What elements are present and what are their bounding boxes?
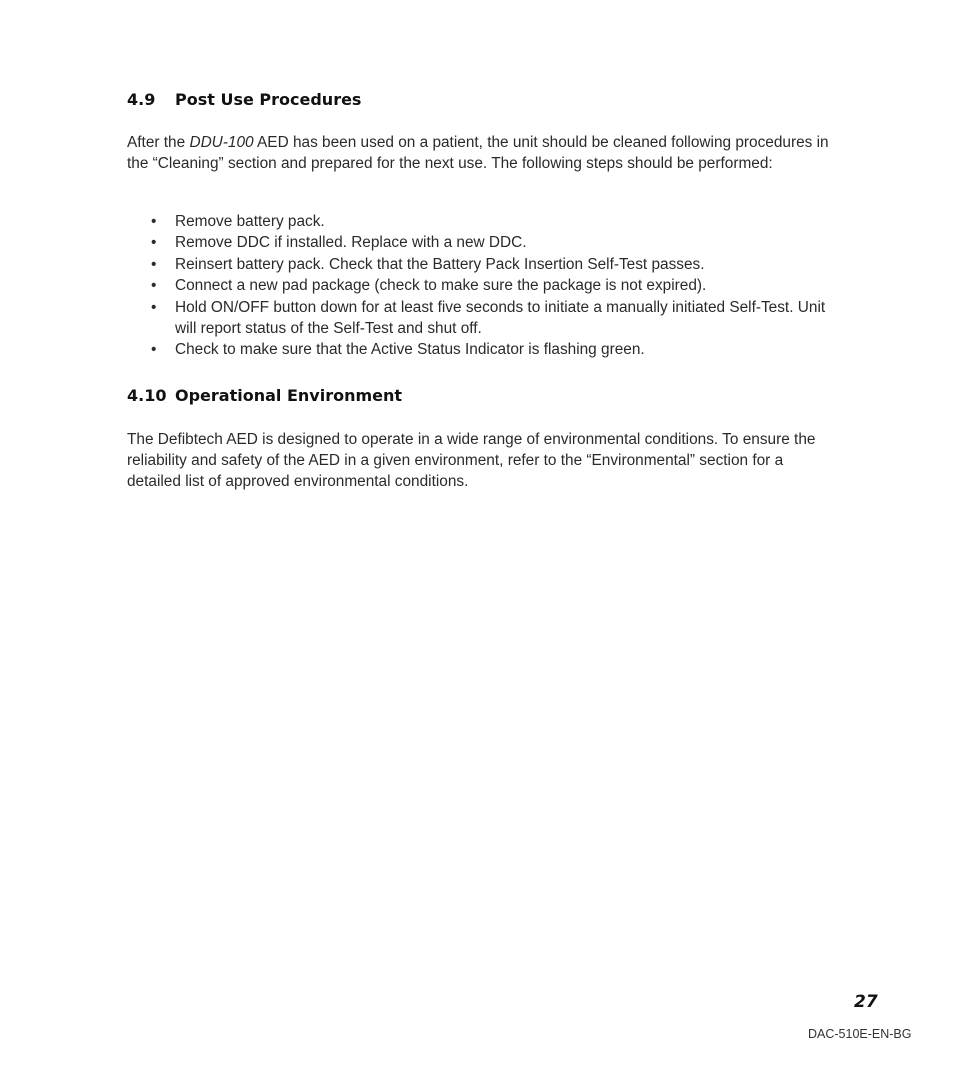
bullet-icon: •	[151, 277, 157, 295]
section-intro-paragraph	[127, 132, 832, 174]
list-item-text: Connect a new pad package (check to make sure the package is not expired).	[175, 277, 707, 295]
list-item	[127, 339, 832, 360]
product-name: DDU-100	[189, 134, 254, 151]
section-title: Operational Environment	[175, 386, 403, 405]
list-item-text: Remove DDC if installed. Replace with a new DDC.	[175, 234, 527, 252]
bullet-icon: •	[151, 234, 157, 252]
section-number: 4.10	[127, 386, 167, 405]
bullet-icon: •	[151, 213, 157, 230]
list-item	[127, 211, 832, 232]
document-code: DAC-510E-EN-BG	[808, 1027, 912, 1041]
list-item	[127, 275, 832, 296]
section-number: 4.9	[127, 90, 156, 109]
intro-text-end: AED has been used on a patient, the unit should be cleaned following procedures in the “Cleaning” section and prepared for the next use. The following steps should be performed:	[127, 134, 829, 172]
section-body-paragraph: The Defibtech AED is designed to operate in a wide range of environmental conditions. To ensure the reliability and safety of the AED in a given environment, refer to the “Environmental” section for a detailed list of approved environmental conditions.	[127, 431, 816, 490]
bullet-icon: •	[151, 341, 157, 359]
section-title: Post Use Procedures	[175, 90, 362, 109]
post-use-steps-list	[127, 211, 832, 361]
section-heading-4-10	[127, 386, 402, 405]
bullet-icon: •	[151, 298, 157, 316]
list-item-text: Reinsert battery pack. Check that the Battery Pack Insertion Self-Test passes.	[175, 255, 705, 273]
page-number: 27	[854, 992, 878, 1012]
list-item-text: Check to make sure that the Active Status Indicator is flashing green.	[175, 341, 645, 359]
list-item	[127, 297, 832, 340]
list-item	[127, 232, 832, 253]
bullet-icon: •	[151, 255, 157, 273]
list-item	[127, 254, 832, 275]
intro-text-start: After the	[127, 134, 190, 151]
list-item-text: Hold ON/OFF button down for at least five seconds to initiate a manually initiated Self-Test. Unit will report status of the Self-Test and shut off.	[175, 298, 826, 338]
list-item-text: Remove battery pack.	[175, 213, 325, 230]
section-heading-4-9	[127, 90, 361, 109]
